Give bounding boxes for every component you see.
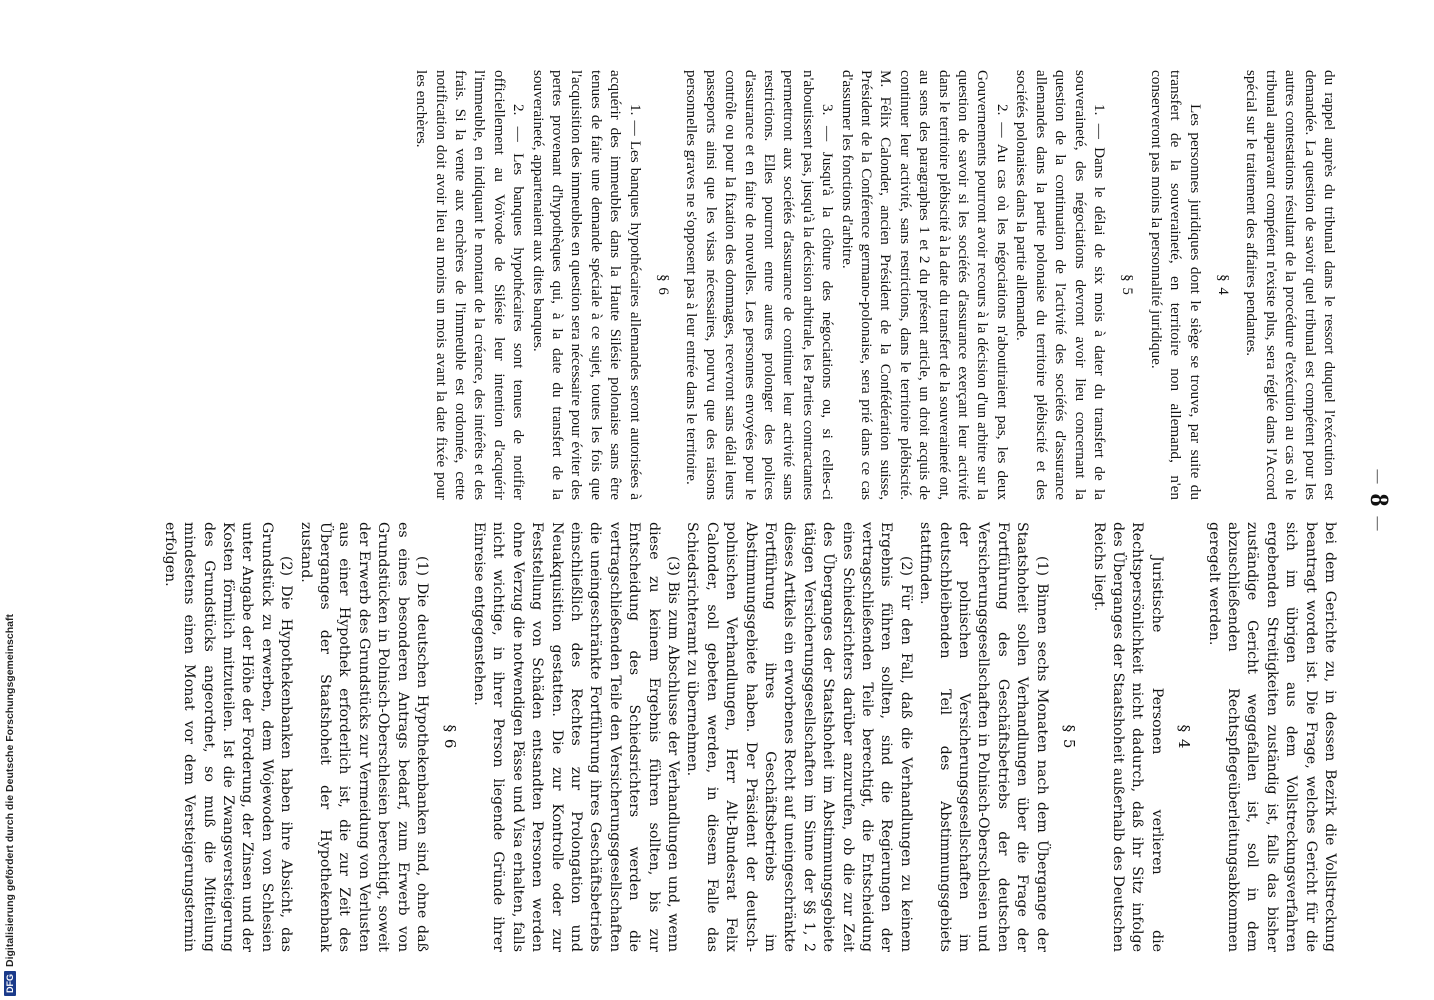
digitization-credit-text: Digitalisierung gefördert durch die Deutsche Forschungsgemeinschaft <box>4 614 16 967</box>
french-section-5-heading: § 5 <box>1119 274 1136 296</box>
french-column <box>412 70 1339 500</box>
french-section-6-paragraph-1: 1. — Les banques hypothécaires allemandes seront autorisées à acquérir des immeubles dans la Haute Silésie polonaise sans être tenues de faire une demande spéciale à ce sujet, toutes les fois que l'acquisition des immeubles en question sera nécessaire pour éviter des pertes provenant d'hypothèques qui, à la date du transfert de la souveraineté, appartenaient aux dites banques. <box>529 70 644 500</box>
german-column <box>159 522 1339 952</box>
french-section-6-paragraph-2: 2. — Les banques hypothécaires sont tenues de notifier officiellement au Voïvode de Silésie leur intention d'acquérir l'immeuble, en indiquant le montant de la créance, des intérêts et des frais. Si la vente aux enchères de l'immeuble est ordonnée, cette notification doit avoir lieu au moins un mois avant la date fixée pour les enchères. <box>413 70 528 500</box>
german-intro-paragraph: bei dem Gerichte zu, in dessen Bezirk die Vollstreckung beantragt worden ist. Die Frage, welches Gericht für die sich im übrigen aus dem Vollstreckungsverfahren ergebenden Streitigkeiten zuständig ist, falls das bisher zuständige Gericht weggefallen ist, soll in dem abzuschließenden Rechtspflegeüberleitungsabkommen geregelt werden. <box>1205 522 1338 952</box>
german-section-4-paragraph-1: Juristische Personen verlieren die Rechtspersönlichkeit nicht dadurch, daß ihr Sitz infolge des Überganges der Staatshoheit außerhalb des Deutschen Reichs liegt. <box>1090 522 1165 952</box>
page-number: — 8 — <box>1364 0 1394 1000</box>
german-section-6-paragraph-1: (1) Die deutschen Hypothekenbanken sind, ohne daß es eines besonderen Antrags bedarf, zum Erwerb von Grundstücken in Polnisch-Oberschlesien berechtigt, soweit der Erwerb des Grundstücks zur Vermeidung von Verlusten aus einer Hypothek erforderlich ist, die zur Zeit des Überganges der Staatshoheit der Hypothekenbank zustand. <box>297 522 431 952</box>
french-section-6-heading: § 6 <box>655 274 671 296</box>
german-section-6-paragraph-2: (2) Die Hypothekenbanken haben ihre Absicht, das Grundstück zu erwerben, dem Wojewoden von Schlesien unter Angabe der Höhe der Forderung, der Zinsen und der Kosten förmlich mitzuteilen. Ist die Zwangsversteigerung des Grundstücks angeordnet, so muß die Mitteilung mindestens einen Monat vor dem Versteigerungstermin erfolgen. <box>161 522 295 952</box>
german-section-5-paragraph-3: (3) Bis zum Abschlusse der Verhandlungen und, wenn diese zu keinem Ergebnis führen sollten, bis zur Entscheidung des Schiedsrichters werden die vertragschließenden Teile den Versicherungsgesellschaften die uneingeschränkte Fortführung ihres Geschäftsbetriebs einschließlich des Rechtes zur Prolongation und Neuakquisition gestatten. Die zur Kontrolle oder zur Feststellung von Schäden entsandten Personen werden ohne Verzug die notwendigen Pässe und Visa erhalten, falls nicht wichtige, in ihrer Person liegende Gründe ihrer Einreise entgegenstehen. <box>470 522 681 952</box>
french-section-5-paragraph-1: 1. — Dans le délai de six mois à dater du transfert de la souveraineté, des négociations devront avoir lieu concernant la question de la continuation de l'activité des sociétés d'assurance allemandes dans la partie polonaise du territoire plébiscité et des sociétés polonaises dans la partie allemande. <box>1013 70 1108 500</box>
french-section-5-paragraph-3: 3. — Jusqu'à la clôture des négociations ou, si celles-ci n'aboutissent pas, jusqu'à la décision arbitrale, les Parties contractantes permettront aux sociétés d'assurance de continuer leur activité sans restrictions. Elles pourront entre autres prolonger des polices d'assurance et en faire de nouvelles. Les personnes envoyées pour le contrôle ou pour la fixation des dommages, recevront sans délai leurs passeports ainsi que les visas nécessaires, pourvu que des raisons personnelles graves ne s'opposent pas à leur entrée dans le territoire. <box>683 70 837 500</box>
german-section-4-heading: § 4 <box>1175 724 1194 750</box>
german-section-5-paragraph-2: (2) Für den Fall, daß die Verhandlungen zu keinem Ergebnis führen sollten, sind die Regierungen der vertragschließenden Teile berechtigt, die Entscheidung eines Schiedsrichters darüber anzurufen, ob die zur Zeit des Überganges der Staatshoheit im Abstimmungsgebiete tätigen Versicherungsgesellschaften im Sinne der §§ 1, 2 dieses Artikels ein erworbenes Recht auf uneingeschränkte Fortführung ihres Geschäftsbetriebs im Abstimmungsgebiete haben. Der Präsident der deutsch-polnischen Verhandlungen, Herr Alt-Bundesrat Felix Calonder, soll gebeten werden, in diesem Falle das Schiedsrichteramt zu übernehmen. <box>684 522 914 952</box>
dfg-logo-icon: DFG <box>4 971 16 996</box>
french-intro-paragraph: du rappel auprès du tribunal dans le ressort duquel l'exécution est demandée. La question de savoir quel tribunal est compétent pour les autres contestations résultant de la procédure d'exécution au cas où le tribunal auparavant compétent n'existe plus, sera réglée dans l'Accord spécial sur le traitement des affaires pendantes. <box>1243 70 1338 500</box>
german-section-5-heading: § 5 <box>1060 724 1079 750</box>
german-section-6-heading: § 6 <box>440 724 459 750</box>
german-section-5-paragraph-1: (1) Binnen sechs Monaten nach dem Übergange der Staatshoheit sollen Verhandlungen über die Frage der Fortführung des Geschäftsbetriebs der deutschen Versicherungsgesellschaften in Polnisch-Oberschlesien und der polnischen Versicherungsgesellschaften im deutschbleibenden Teil des Abstimmungsgebiets stattfinden. <box>917 522 1050 952</box>
french-section-4-heading: § 4 <box>1214 274 1231 296</box>
digitization-credit <box>2 0 18 996</box>
french-section-5-paragraph-2: 2. — Au cas où les négociations n'aboutiraient pas, les deux Gouvernements pourront avoir recours à la décision d'un arbitre sur la question de savoir si les sociétés d'assurance exerçant leur activité dans le territoire plébiscité à la date du transfert de la souveraineté ont, au sens des paragraphes 1 et 2 du présent article, un droit acquis de continuer leur activité, sans restrictions, dans le territoire plébiscité. M. Félix Calonder, ancien Président de la Confédération suisse, Président de la Conférence germano-polonaise, sera prié dans ce cas d'assumer les fonctions d'arbitre. <box>838 70 1011 500</box>
french-section-4-paragraph-1: Les personnes juridiques dont le siège se trouve, par suite du transfert de la souveraineté, en territoire non allemand, n'en conserveront pas moins la personnalité juridique. <box>1147 70 1204 500</box>
